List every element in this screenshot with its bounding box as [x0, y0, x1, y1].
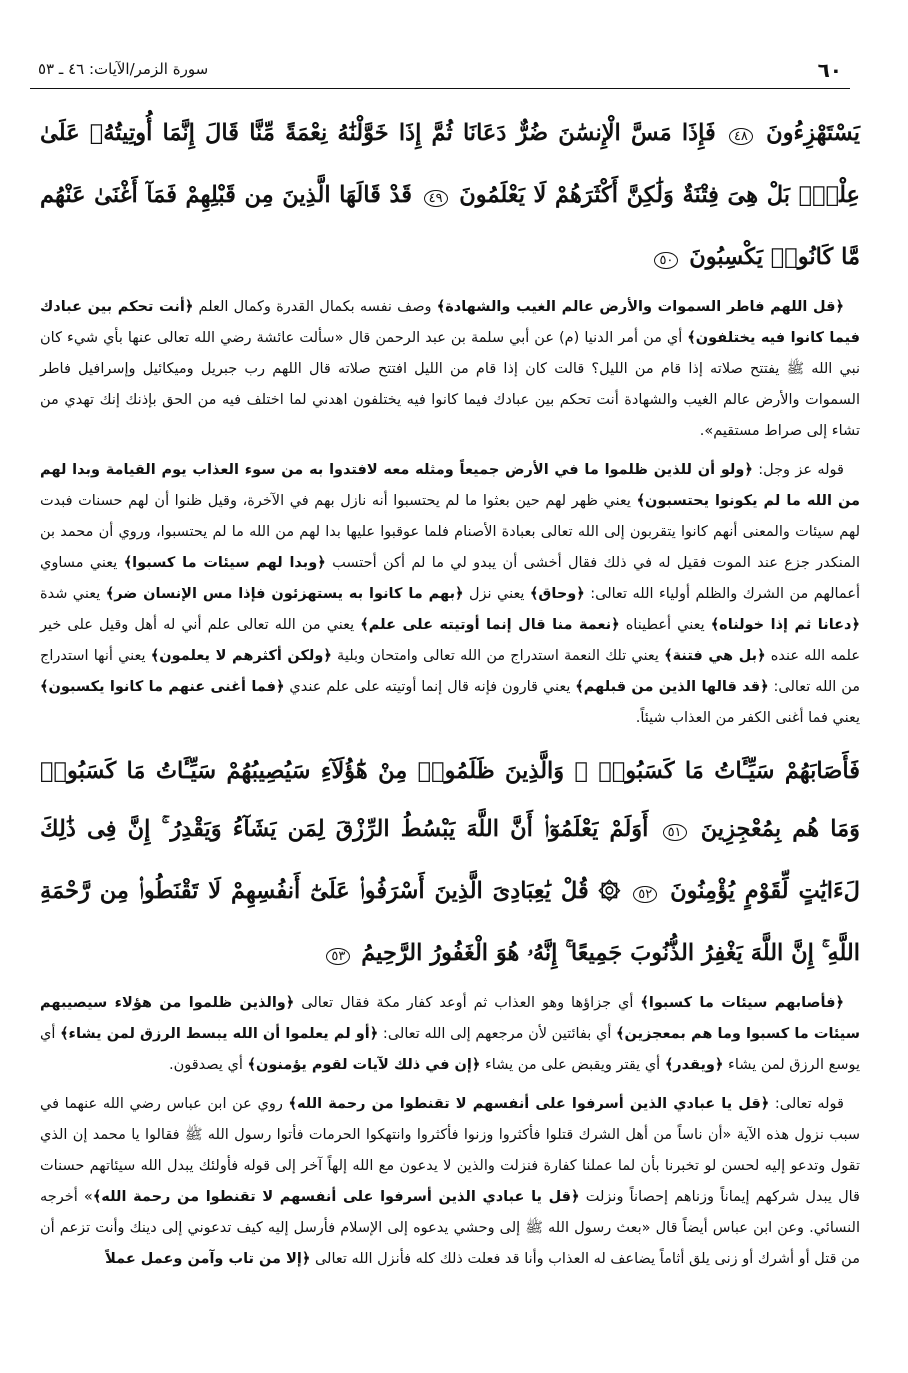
commentary-paragraph-1: [40, 292, 860, 447]
commentary-text: يعني مساوي أعمالهم من الشرك والظلم أولياء الله تعالى:: [40, 555, 860, 602]
ayah-number: ٤٩: [424, 190, 448, 207]
commentary-text: يعني تلك النعمة استدراج من الله تعالى وامتحان وبلية: [331, 648, 665, 664]
quoted-verse: ﴿قل يا عبادي الذين أسرفوا على أنفسهم لا تقنطوا من رحمة الله﴾: [288, 1096, 770, 1112]
page-header: [30, 58, 850, 89]
page-content: [40, 104, 860, 1283]
quoted-verse: ﴿والذين ظلموا من هؤلاء سيصيبهم سيئات ما كسبوا وما هم بمعجزين﴾: [40, 995, 860, 1042]
quoted-verse: ﴿ولكن أكثرهم لا يعلمون﴾: [150, 648, 332, 664]
quoted-verse: ﴿بل هي فتنة﴾: [664, 648, 766, 664]
quoted-verse: ﴿أو لم يعلموا أن الله يبسط الرزق لمن يشاء﴾: [60, 1026, 379, 1042]
quoted-verse: ﴿وبدا لهم سيئات ما كسبوا﴾: [123, 555, 326, 571]
commentary-text: يعني شدة: [40, 586, 106, 602]
quoted-verse: ﴿إلا من تاب وآمن وعمل عملاً: [105, 1251, 311, 1267]
quoted-verse: ﴿نعمة منا قال إنما أوتيته على علم﴾: [360, 617, 620, 633]
surah-info: سورة الزمر/الآيات: ٤٦ ـ ٥٣: [38, 60, 209, 78]
verse-text: فَأَصَابَهُمْ سَيِّـَٔاتُ مَا كَسَبُوا۟ ۚ وَالَّذِينَ ظَلَمُوا۟ مِنْ هَٰٓؤُلَآءِ سَيُصِيبُهُمْ سَيِّـَٔاتُ مَا كَسَبُوا۟ وَمَا هُم بِمُعْجِزِينَ: [40, 758, 861, 842]
commentary-text: روي عن ابن عباس رضي الله عنهما في سبب نزول هذه الآية «أن ناساً من أهل الشرك قتلوا فأكثروا وزنوا فأكثروا وانتهكوا الحرمات فأتوا رسول الله ﷺ فقالوا يا محمد إن الذي تقول وتدعو إليه لحسن لو تخبرنا بأن لما عملنا كفارة فنزلت والذين لا يدعون مع الله إلهاً آخر إلى قوله فأولئك يبدل الله سيئاتهم حسنات قال يبدل شركهم إيماناً وزناهم إحصاناً ونزلت: [40, 1096, 860, 1205]
commentary-text: قوله تعالى:: [769, 1096, 844, 1112]
quran-verse-block-1: [40, 104, 860, 290]
commentary-text: قوله عز وجل:: [752, 462, 844, 478]
page-number: ٦٠: [817, 58, 842, 82]
quoted-verse: ﴿فما أغنى عنهم ما كانوا يكسبون﴾: [40, 679, 285, 695]
commentary-text: أي بفائتين لأن مرجعهم إلى الله تعالى:: [378, 1026, 617, 1042]
ayah-number: ٥٠: [654, 252, 678, 269]
commentary-paragraph-3: [40, 988, 860, 1081]
quran-verse-block-2: [40, 742, 860, 986]
commentary-text: يعني نزل: [463, 586, 530, 602]
quoted-verse: ﴿قل يا عبادي الذين أسرفوا على أنفسهم لا تقنطوا من رحمة الله﴾: [92, 1189, 580, 1205]
commentary-paragraph-4: [40, 1089, 860, 1275]
commentary-text: أي يصدقون.: [168, 1057, 248, 1073]
commentary-text: يعني أنها استدراج من الله تعالى:: [40, 648, 860, 695]
commentary-paragraph-2: [40, 455, 860, 734]
verse-text: ۞ قُلْ يَٰعِبَادِىَ الَّذِينَ أَسْرَفُوا۟ عَلَىٰٓ أَنفُسِهِمْ لَا تَقْنَطُوا۟ مِن رَّحْمَةِ اللَّهِ ۚ إِنَّ اللَّهَ يَغْفِرُ الذُّنُوبَ جَمِيعًا ۚ إِنَّهُۥ هُوَ الْغَفُورُ الرَّحِيمُ: [40, 878, 860, 966]
commentary-text: يعني فما أغنى الكفر من العذاب شيئاً.: [635, 710, 860, 726]
commentary-text: وصف نفسه بكمال القدرة وكمال العلم: [193, 299, 437, 315]
quoted-verse: ﴿قد قالها الذين من قبلهم﴾: [575, 679, 769, 695]
quoted-verse: ﴿فأصابهم سيئات ما كسبوا﴾: [640, 995, 844, 1011]
quoted-verse: ﴿ولو أن للذين ظلموا ما في الأرض جميعاً ومثله معه لافتدوا به من سوء العذاب يوم القيامة وبدا لهم من الله ما لم يكونوا يحتسبون﴾: [40, 462, 860, 509]
ayah-number: ٤٨: [729, 128, 753, 145]
commentary-text: » أخرجه النسائي. وعن ابن عباس أيضاً قال «بعث رسول الله ﷺ إلى وحشي يدعوه إلى الإسلام فأرسل إليه كيف تدعوني إلى دينك وأنت تزعم أن من قتل أو أشرك أو زنى يلق أثاماً يضاعف له العذاب وأنا قد فعلت ذلك كله فأنزل الله تعالى: [40, 1189, 860, 1267]
quoted-verse: ﴿إن في ذلك لآيات لقوم يؤمنون﴾: [247, 1057, 481, 1073]
verse-text: قَدْ قَالَهَا الَّذِينَ مِن قَبْلِهِمْ فَمَآ أَغْنَىٰ عَنْهُم مَّا كَانُوا۟ يَكْسِبُونَ: [40, 182, 860, 270]
verse-text: يَسْتَهْزِءُونَ: [766, 120, 860, 146]
commentary-text: أي من أمر الدنيا (م) عن أبي سلمة بن عبد الرحمن قال «سألت عائشة رضي الله تعالى عنها بأي شيء كان نبي الله ﷺ يفتتح صلاته إذا قام من الليل؟ قالت كان إذا قام من الليل افتتح صلاته قال اللهم رب جبريل وميكائيل وإسرافيل فاطر السموات والأرض عالم الغيب والشهادة أنت تحكم بين عبادك فيما كانوا فيه يختلفون اهدني لما اختلف فيه من الحق بإذنك إنك تهدي من تشاء إلى صراط مستقيم».: [40, 330, 860, 439]
quoted-verse: ﴿ويقدر﴾: [664, 1057, 724, 1073]
ayah-number: ٥٢: [633, 886, 657, 903]
verse-text: فَإِذَا مَسَّ الْإِنسَٰنَ ضُرٌّ دَعَانَا ثُمَّ إِذَا خَوَّلْنَٰهُ نِعْمَةً مِّنَّا قَالَ إِنَّمَا أُوتِيتُهُۥ عَلَىٰ عِلْمٍۭ بَلْ هِىَ فِتْنَةٌ وَلَٰكِنَّ أَكْثَرَهُمْ لَا يَعْلَمُونَ: [40, 120, 860, 208]
commentary-text: يعني قارون فإنه قال إنما أوتيته على علم عندي: [284, 679, 576, 695]
ayah-number: ٥٣: [326, 948, 350, 965]
quoted-verse: ﴿بهم ما كانوا به يستهزئون فإذا مس الإنسان ضر﴾: [105, 586, 464, 602]
ayah-number: ٥١: [663, 824, 687, 841]
commentary-text: يعني من الله تعالى علم أني له أهل وقيل على خير علمه الله عنده: [40, 617, 860, 664]
commentary-text: يعني ظهر لهم حين بعثوا ما لم يحتسبوا أنه نازل بهم في الآخرة، وقيل ظنوا أن لهم حسنات فبدت لهم سيئات والمعنى أنهم كانوا يتقربون إلى الله تعالى بعبادة الأصنام فلما عوقبوا عليها بدا لهم من الله ما لم يحتسبوا، وروي أن محمد بن المنكدر جزع عند الموت فقيل له في ذلك فقال أخشى أن يبدو لي ما لم أكن أحتسب: [40, 493, 861, 571]
commentary-text: أي يقتر ويقبض على من يشاء: [480, 1057, 665, 1073]
commentary-text: أي جزاؤها وهو العذاب ثم أوعد كفار مكة فقال تعالى: [294, 995, 641, 1011]
quoted-verse: ﴿وحاق﴾: [529, 586, 585, 602]
quoted-verse: ﴿أنت تحكم بين عبادك فيما كانوا فيه يختلفون﴾: [40, 299, 860, 346]
commentary-text: يعني أعطيناه: [619, 617, 711, 633]
quoted-verse: ﴿دعانا ثم إذا خولناه﴾: [710, 617, 860, 633]
verse-text: أَوَلَمْ يَعْلَمُوٓا۟ أَنَّ اللَّهَ يَبْسُطُ الرِّزْقَ لِمَن يَشَآءُ وَيَقْدِرُ ۚ إِنَّ فِى ذَٰلِكَ لَءَايَٰتٍ لِّقَوْمٍ يُؤْمِنُونَ: [40, 816, 860, 904]
quoted-verse: ﴿قل اللهم فاطر السموات والأرض عالم الغيب والشهادة﴾: [436, 299, 844, 315]
commentary-text: أي يوسع الرزق لمن يشاء: [40, 1026, 860, 1073]
